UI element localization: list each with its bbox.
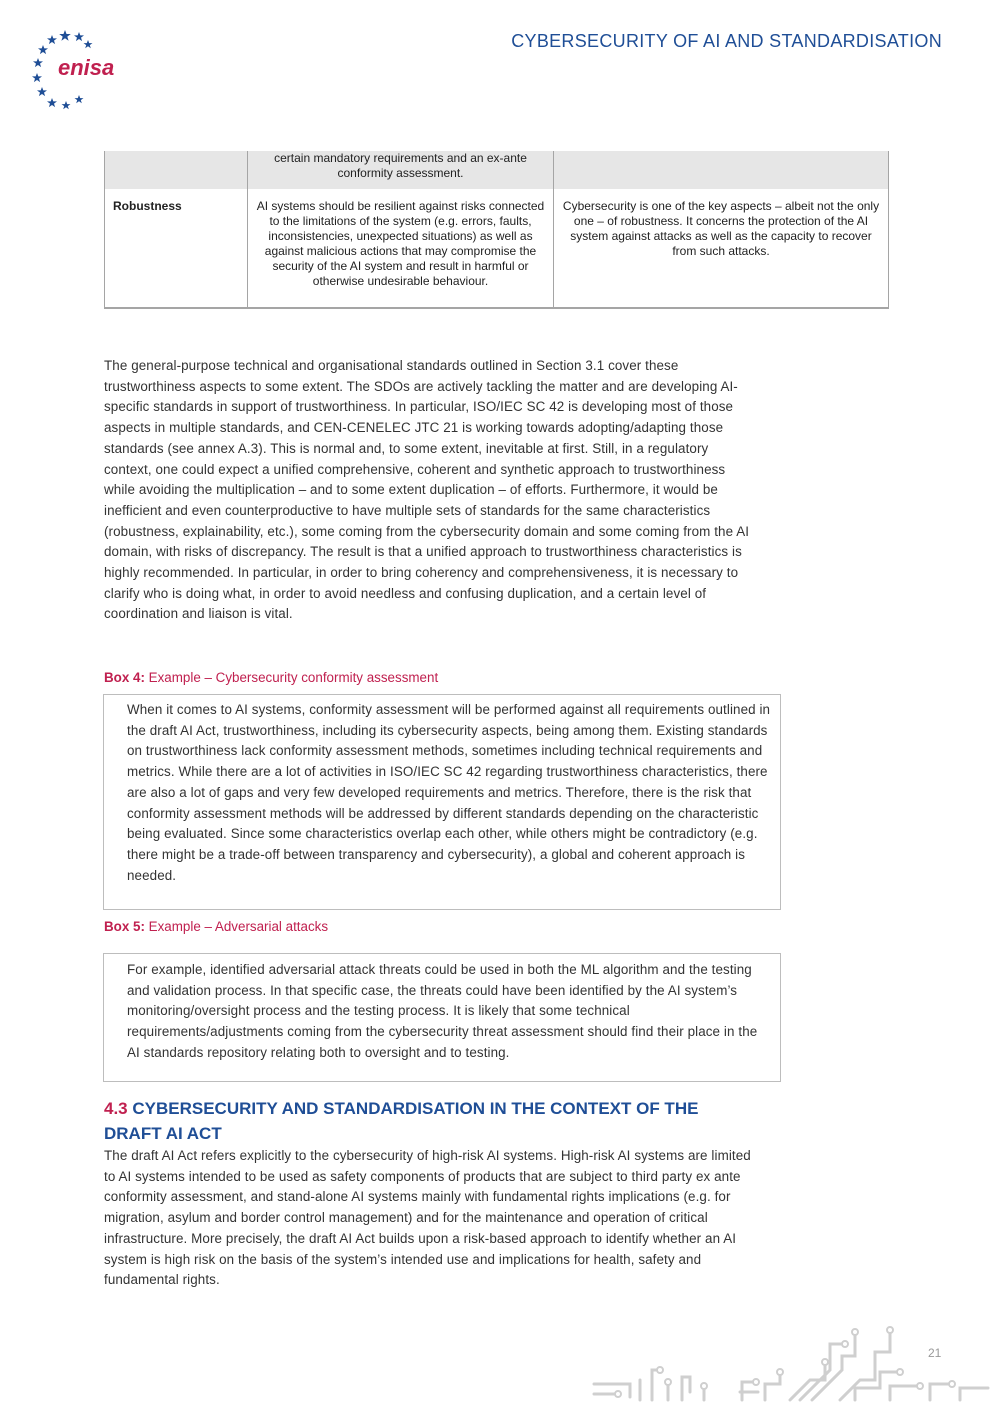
table-cell-description: AI systems should be resilient against risks connected to the limitations of the system (e.g. errors, faults, inconsistencies, unexpected situations) as well as against malicious actions that may compromise the security of the AI system and result in harmful or otherwise undesirable behaviour. bbox=[248, 189, 554, 308]
box-text: For example, identified adversarial attack threats could be used in both the ML algorithm and the testing and validation process. In that specific case, the threats could have been identified by the AI system’s monitoring/oversight process and the testing process. It is likely that some technical requirements/adjustments coming from the cybersecurity threat assessment should find their place in the AI standards repository relating both to oversight and to testing. bbox=[127, 962, 758, 1060]
box-label: Box 5: bbox=[104, 919, 145, 934]
table-row bbox=[105, 151, 889, 189]
table-cell bbox=[105, 151, 248, 189]
section-number: 4.3 bbox=[104, 1099, 128, 1118]
table-cell-relation: Cybersecurity is one of the key aspects – albeit not the only one – of robustness. It concerns the protection of the AI system against attacks as well as the capacity to recover from such attacks. bbox=[554, 189, 889, 308]
table-cell-aspect: Robustness bbox=[105, 189, 248, 308]
body-paragraph: The draft AI Act refers explicitly to the cybersecurity of high-risk AI systems. High-risk AI systems are limited to AI systems intended to be used as safety components of products that are subject to third party ex ante conformity assessment, and stand-alone AI systems mainly with fundamental rights implications (e.g. for migration, asylum and border control management) and for the maintenance and operation of critical infrastructure. More precisely, the draft AI Act builds upon a risk-based approach to identify whether an AI system is high risk on the basis of the system’s intended use and implications for health, safety and fundamental rights. bbox=[104, 1148, 751, 1288]
box-text: When it comes to AI systems, conformity assessment will be performed against all requirements outlined in the draft AI Act, trustworthiness, including its cybersecurity aspects, being among them. Existing standards on trustworthiness lack conformity assessment methods, sometimes including technical requirements and metrics. While there are a lot of activities in ISO/IEC SC 42 regarding trustworthiness characteristics, there are also a lot of gaps and very few developed requirements and metrics. Therefore, there is the risk that conformity assessment methods will be addressed by different standards depending on the characteristic being evaluated. Since some characteristics overlap each other, while others might be contradictory (e.g. there might be a trade-off between transparency and cybersecurity), a global and coherent approach is needed. bbox=[127, 702, 771, 883]
trustworthiness-table bbox=[104, 151, 889, 309]
example-box bbox=[103, 953, 781, 1082]
table-row bbox=[105, 189, 889, 308]
box-caption bbox=[104, 670, 438, 685]
box-label: Box 4: bbox=[104, 670, 145, 685]
table-cell: certain mandatory requirements and an ex-ante conformity assessment. bbox=[248, 151, 554, 189]
enisa-logo bbox=[30, 28, 126, 112]
body-paragraph: The general-purpose technical and organisational standards outlined in Section 3.1 cover these trustworthiness aspects to some extent. The SDOs are actively tackling the matter and are developing AI-specific standards in support of trustworthiness. In particular, ISO/IEC SC 42 is developing most of those aspects in multiple standards, and CEN-CENELEC JTC 21 is working towards adopting/adapting those standards (see annex A.3). This is normal and, to some extent, inevitable at first. Still, in a regulatory context, one could expect a unified comprehensive, coherent and synthetic approach to trustworthiness while avoiding the multiplication – and to some extent duplication – of efforts. Furthermore, it would be inefficient and even counterproductive to have multiple sets of standards for the same characteristics (robustness, explainability, etc.), some coming from the cybersecurity domain and some coming from the AI domain, with risks of discrepancy. The result is that a unified approach to trustworthiness characteristics is highly recommended. In particular, in order to bring coherency and comprehensiveness, it is necessary to clarify who is doing what, in order to avoid needless and confusing duplication, and a certain level of coordination and liaison is vital. bbox=[104, 358, 750, 622]
example-box bbox=[103, 694, 781, 910]
page-number: 21 bbox=[928, 1346, 942, 1360]
section-title: CYBERSECURITY AND STANDARDISATION IN THE CONTEXT OF THE DRAFT AI ACT bbox=[104, 1099, 699, 1143]
box-caption bbox=[104, 919, 328, 934]
running-header: CYBERSECURITY OF AI AND STANDARDISATION bbox=[511, 31, 942, 51]
box-title: Example – Cybersecurity conformity assessment bbox=[148, 670, 439, 685]
enisa-wordmark: enisa bbox=[58, 55, 115, 80]
table-cell bbox=[554, 151, 889, 189]
box-title: Example – Adversarial attacks bbox=[148, 919, 329, 934]
section-heading bbox=[104, 1096, 744, 1146]
circuit-decoration-icon bbox=[590, 1322, 992, 1403]
